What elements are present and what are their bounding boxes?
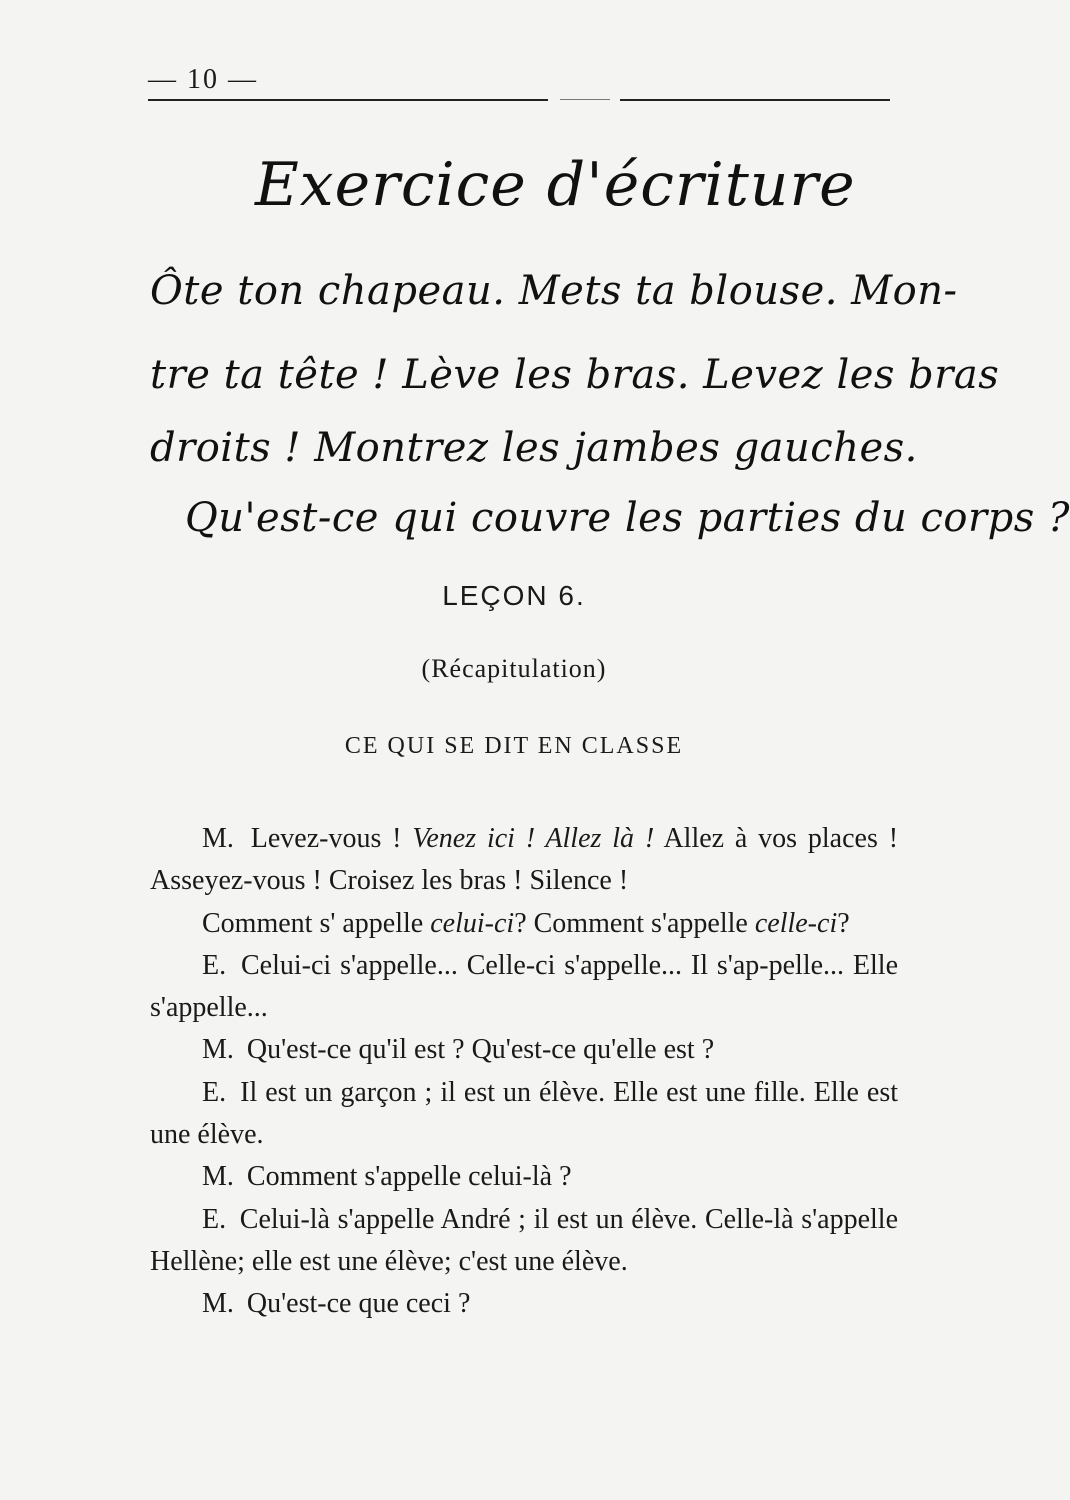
dialogue-text-segment: Il est un garçon ; il est un élève. Elle est une fille. Elle est une élève.	[150, 1076, 899, 1151]
header-rule-left	[148, 99, 548, 101]
dialogue-text-segment: ?	[837, 907, 850, 939]
dialogue-text-segment: Celui-là s'appelle André ; il est un élève. Celle-là s'appelle Hellène; elle est une élève; c'est une élève.	[150, 1203, 899, 1277]
dialogue-paragraph-1	[150, 818, 898, 903]
dialogue-text-segment: Celui-ci s'appelle... Celle-ci s'appelle... Il s'ap-pelle... Elle s'appelle...	[150, 949, 898, 1024]
speaker-label: M.	[202, 823, 234, 854]
lesson-subtitle: (Récapitulation)	[421, 654, 607, 683]
header-rule-middle	[560, 99, 610, 100]
exercise-title: Exercice d'écriture	[255, 150, 856, 220]
dialogue-paragraph-5	[150, 1072, 898, 1157]
dialogue-paragraph-2	[150, 903, 898, 945]
dialogue-paragraph-3	[150, 945, 898, 1030]
speaker-label: M.	[202, 1034, 234, 1066]
dialogue-italic-segment: Venez ici ! Allez là !	[412, 823, 655, 854]
dialogue-text-segment: ? Comment s'appelle	[514, 907, 748, 939]
exercise-line-2: tre ta tête ! Lève les bras. Levez les bras	[150, 352, 1000, 398]
speaker-label: E.	[202, 1076, 227, 1108]
dialogue-paragraph-8	[150, 1283, 898, 1325]
dialogue-text-segment: Levez-vous !	[250, 823, 402, 854]
dialogue-text-segment: Allez à vos places ! Asseyez-vous ! Croisez les bras ! Silence !	[150, 823, 899, 897]
speaker-label: M.	[202, 1288, 234, 1320]
exercise-line-4: Qu'est-ce qui couvre les parties du corps ?	[185, 495, 1070, 541]
dialogue-text-segment: Comment s'appelle celui-là ?	[246, 1161, 572, 1193]
section-heading: CE QUI SE DIT EN CLASSE	[344, 733, 684, 759]
exercise-line-3: droits ! Montrez les jambes gauches.	[150, 425, 918, 471]
dialogue-italic-segment: celle-ci	[754, 907, 838, 939]
speaker-label: M.	[202, 1161, 234, 1193]
speaker-label: E.	[202, 1203, 227, 1235]
dialogue-text-segment: Comment s' appelle	[202, 907, 424, 939]
dialogue-paragraph-6	[150, 1156, 898, 1198]
dialogue-italic-segment: celui-ci	[430, 907, 515, 939]
dialogue-paragraph-7	[150, 1199, 898, 1284]
lesson-title: LEÇON 6.	[442, 580, 586, 611]
exercise-line-1: Ôte ton chapeau. Mets ta blouse. Mon-	[150, 268, 958, 314]
dialogue-text-segment: Qu'est-ce qu'il est ? Qu'est-ce qu'elle est ?	[246, 1034, 715, 1066]
header-rule-right	[620, 99, 890, 101]
dialogue-paragraph-4	[150, 1029, 898, 1071]
page-number: — 10 —	[148, 64, 258, 95]
dialogue-text-segment: Qu'est-ce que ceci ?	[246, 1288, 471, 1320]
dialogue-text	[150, 818, 898, 1326]
speaker-label: E.	[202, 949, 227, 981]
